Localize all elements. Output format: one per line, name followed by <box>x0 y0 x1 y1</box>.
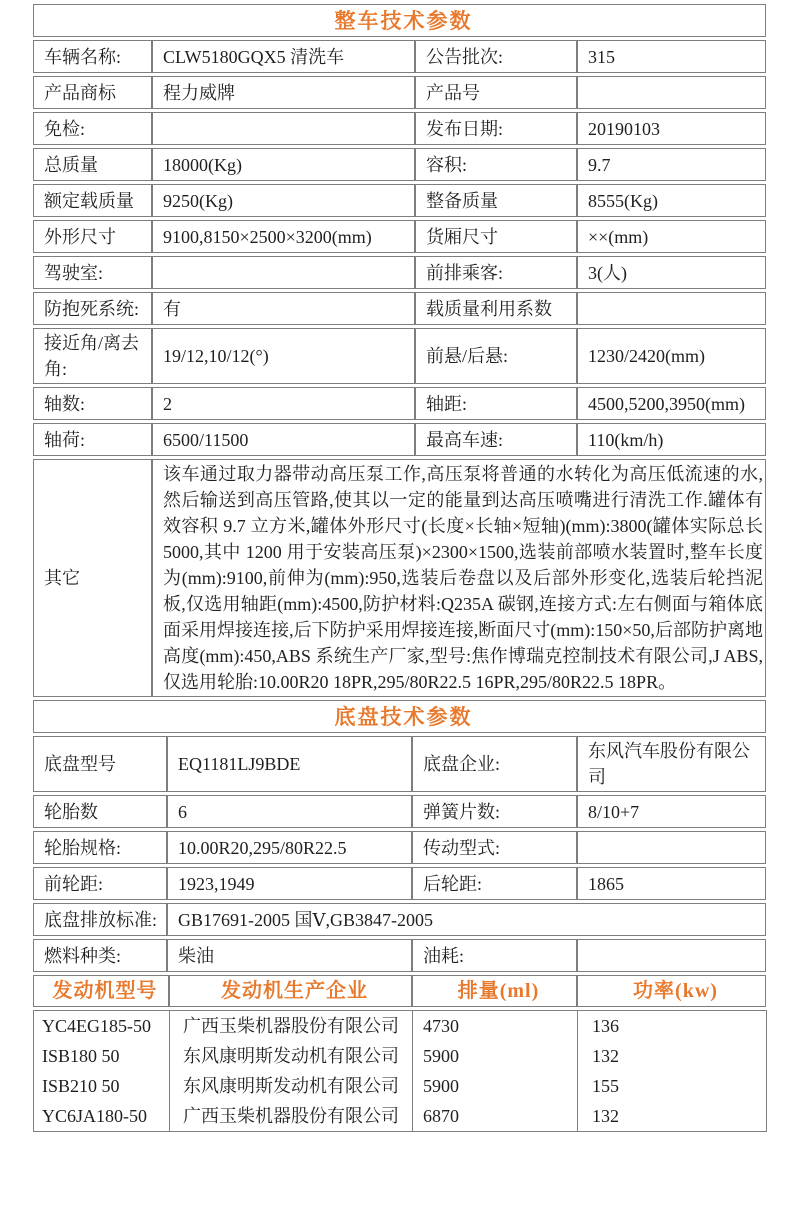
spec-value-cell: 8555(Kg) <box>577 184 766 217</box>
other-text-cell: 该车通过取力器带动高压泵工作,高压泵将普通的水转化为高压低流速的水,然后输送到高压管路,使其以一定的能量到达高压喷嘴进行清洗工作.罐体有效容积 9.7 立方米,罐体外形尺寸(长度×长轴×短轴)(mm):3800(罐体实际总长 5000,其中 1200 用于安装高压泵)×2300×1500,选装前部喷水装置时,整车长度为(mm):9100,前伸为(mm):950,选装后卷盘以及后部外形变化,选装后轮挡泥板,仅选用轴距(mm):4500,防护材料:Q235A 碳钢,连接方式:左右侧面与箱体底面采用焊接连接,后下防护采用焊接连接,断面尺寸(mm):150×50,后部防护离地高度(mm):450,ABS 系统生产厂家,型号:焦作博瑞克控制技术有限公司,J ABS,仅选用轮胎:10.00R20 18PR,295/80R22.5 16PR,295/80R22.5 18PR。 <box>152 459 766 697</box>
table-row <box>33 220 766 253</box>
vehicle-rows <box>33 40 766 456</box>
engine-manufacturer-cell: 广西玉柴机器股份有限公司 <box>170 1011 413 1042</box>
table-row <box>33 939 766 972</box>
spec-value-cell: ××(mm) <box>577 220 766 253</box>
table-row <box>33 184 766 217</box>
engine-power-cell: 155 <box>578 1071 767 1101</box>
spec-value-cell: 9100,8150×2500×3200(mm) <box>152 220 415 253</box>
spec-value-cell <box>152 256 415 289</box>
spec-label-cell: 轮胎规格: <box>33 831 167 864</box>
table-row <box>34 1071 767 1101</box>
chassis-spec-table <box>33 697 766 975</box>
spec-label-cell: 公告批次: <box>415 40 577 73</box>
spec-label-cell: 轴荷: <box>33 423 152 456</box>
engine-manufacturer-header: 发动机生产企业 <box>169 975 412 1007</box>
spec-value-cell: 110(km/h) <box>577 423 766 456</box>
engine-displacement-cell: 6870 <box>413 1101 578 1132</box>
spec-label-cell: 底盘企业: <box>412 736 577 792</box>
engine-power-cell: 136 <box>578 1011 767 1042</box>
spec-value-cell: 2 <box>152 387 415 420</box>
table-row <box>33 328 766 384</box>
spec-value-cell: 20190103 <box>577 112 766 145</box>
spec-label-cell: 燃料种类: <box>33 939 167 972</box>
spec-label-cell: 产品号 <box>415 76 577 109</box>
spec-value-cell: 有 <box>152 292 415 325</box>
spec-label-cell: 产品商标 <box>33 76 152 109</box>
engine-displacement-cell: 5900 <box>413 1041 578 1071</box>
engine-displacement-cell: 5900 <box>413 1071 578 1101</box>
engine-power-cell: 132 <box>578 1041 767 1071</box>
spec-label-cell: 车辆名称: <box>33 40 152 73</box>
spec-value-cell: 9.7 <box>577 148 766 181</box>
spec-value-cell: 1923,1949 <box>167 867 412 900</box>
spec-value-cell <box>152 112 415 145</box>
vehicle-section-title: 整车技术参数 <box>33 4 766 37</box>
spec-value-cell: 315 <box>577 40 766 73</box>
spec-value-cell <box>577 76 766 109</box>
other-row <box>33 459 766 697</box>
table-row <box>33 148 766 181</box>
spec-value-cell: 18000(Kg) <box>152 148 415 181</box>
spec-label-cell: 整备质量 <box>415 184 577 217</box>
table-row <box>33 40 766 73</box>
spec-value-cell: GB17691-2005 国Ⅴ,GB3847-2005 <box>167 903 766 936</box>
spec-label-cell: 前轮距: <box>33 867 167 900</box>
spec-label-cell: 外形尺寸 <box>33 220 152 253</box>
spec-label-cell: 后轮距: <box>412 867 577 900</box>
chassis-rows <box>33 736 766 972</box>
spec-label-cell: 额定载质量 <box>33 184 152 217</box>
vehicle-spec-table <box>33 1 766 700</box>
engine-model-cell: YC6JA180-50 <box>34 1101 170 1132</box>
spec-value-cell <box>577 831 766 864</box>
chassis-section-title: 底盘技术参数 <box>33 700 766 733</box>
table-row <box>33 867 766 900</box>
engine-displacement-cell: 4730 <box>413 1011 578 1042</box>
spec-label-cell: 载质量利用系数 <box>415 292 577 325</box>
spec-label-cell: 接近角/离去角: <box>33 328 152 384</box>
spec-value-cell: 6500/11500 <box>152 423 415 456</box>
spec-value-cell: 1230/2420(mm) <box>577 328 766 384</box>
section-title-row <box>33 4 766 37</box>
spec-label-cell: 传动型式: <box>412 831 577 864</box>
spec-value-cell: CLW5180GQX5 清洗车 <box>152 40 415 73</box>
table-row <box>34 1101 767 1132</box>
spec-label-cell: 轴数: <box>33 387 152 420</box>
engine-power-header: 功率(kw) <box>577 975 766 1007</box>
engine-model-cell: ISB210 50 <box>34 1071 170 1101</box>
engine-displacement-header: 排量(ml) <box>412 975 577 1007</box>
spec-label-cell: 前排乘客: <box>415 256 577 289</box>
spec-label-cell: 货厢尺寸 <box>415 220 577 253</box>
spec-label-cell: 底盘排放标准: <box>33 903 167 936</box>
spec-label-cell: 底盘型号 <box>33 736 167 792</box>
spec-label-cell: 防抱死系统: <box>33 292 152 325</box>
table-row <box>34 1011 767 1042</box>
spec-value-cell: 东风汽车股份有限公司 <box>577 736 766 792</box>
spec-label-cell: 弹簧片数: <box>412 795 577 828</box>
spec-label-cell: 油耗: <box>412 939 577 972</box>
spec-label-cell: 发布日期: <box>415 112 577 145</box>
spec-value-cell: 4500,5200,3950(mm) <box>577 387 766 420</box>
spec-value-cell <box>577 939 766 972</box>
engine-model-header: 发动机型号 <box>33 975 169 1007</box>
spec-value-cell: 8/10+7 <box>577 795 766 828</box>
section-title-row <box>33 700 766 733</box>
spec-value-cell: 10.00R20,295/80R22.5 <box>167 831 412 864</box>
table-row <box>33 256 766 289</box>
table-row <box>33 423 766 456</box>
table-row <box>33 292 766 325</box>
engine-data-table <box>33 1010 767 1132</box>
engine-model-cell: YC4EG185-50 <box>34 1011 170 1042</box>
spec-label-cell: 总质量 <box>33 148 152 181</box>
spec-label-cell: 容积: <box>415 148 577 181</box>
engine-manufacturer-cell: 东风康明斯发动机有限公司 <box>170 1041 413 1071</box>
spec-label-cell: 轮胎数 <box>33 795 167 828</box>
table-row <box>33 736 766 792</box>
spec-value-cell: 19/12,10/12(°) <box>152 328 415 384</box>
other-label-cell: 其它 <box>33 459 152 697</box>
spec-label-cell: 前悬/后悬: <box>415 328 577 384</box>
spec-label-cell: 驾驶室: <box>33 256 152 289</box>
spec-label-cell: 轴距: <box>415 387 577 420</box>
table-row <box>34 1041 767 1071</box>
spec-value-cell: 柴油 <box>167 939 412 972</box>
table-row <box>33 112 766 145</box>
table-row <box>33 76 766 109</box>
spec-value-cell: 程力威牌 <box>152 76 415 109</box>
table-row <box>33 387 766 420</box>
table-row <box>33 831 766 864</box>
engine-rows <box>34 1011 767 1132</box>
spec-value-cell: 1865 <box>577 867 766 900</box>
table-row <box>33 795 766 828</box>
engine-manufacturer-cell: 东风康明斯发动机有限公司 <box>170 1071 413 1101</box>
spec-value-cell: EQ1181LJ9BDE <box>167 736 412 792</box>
spec-value-cell <box>577 292 766 325</box>
engine-header-table <box>33 972 766 1010</box>
engine-header-row <box>33 975 766 1007</box>
spec-label-cell: 免检: <box>33 112 152 145</box>
spec-value-cell: 3(人) <box>577 256 766 289</box>
spec-value-cell: 9250(Kg) <box>152 184 415 217</box>
spec-value-cell: 6 <box>167 795 412 828</box>
spec-label-cell: 最高车速: <box>415 423 577 456</box>
engine-model-cell: ISB180 50 <box>34 1041 170 1071</box>
table-row <box>33 903 766 936</box>
engine-manufacturer-cell: 广西玉柴机器股份有限公司 <box>170 1101 413 1132</box>
engine-power-cell: 132 <box>578 1101 767 1132</box>
